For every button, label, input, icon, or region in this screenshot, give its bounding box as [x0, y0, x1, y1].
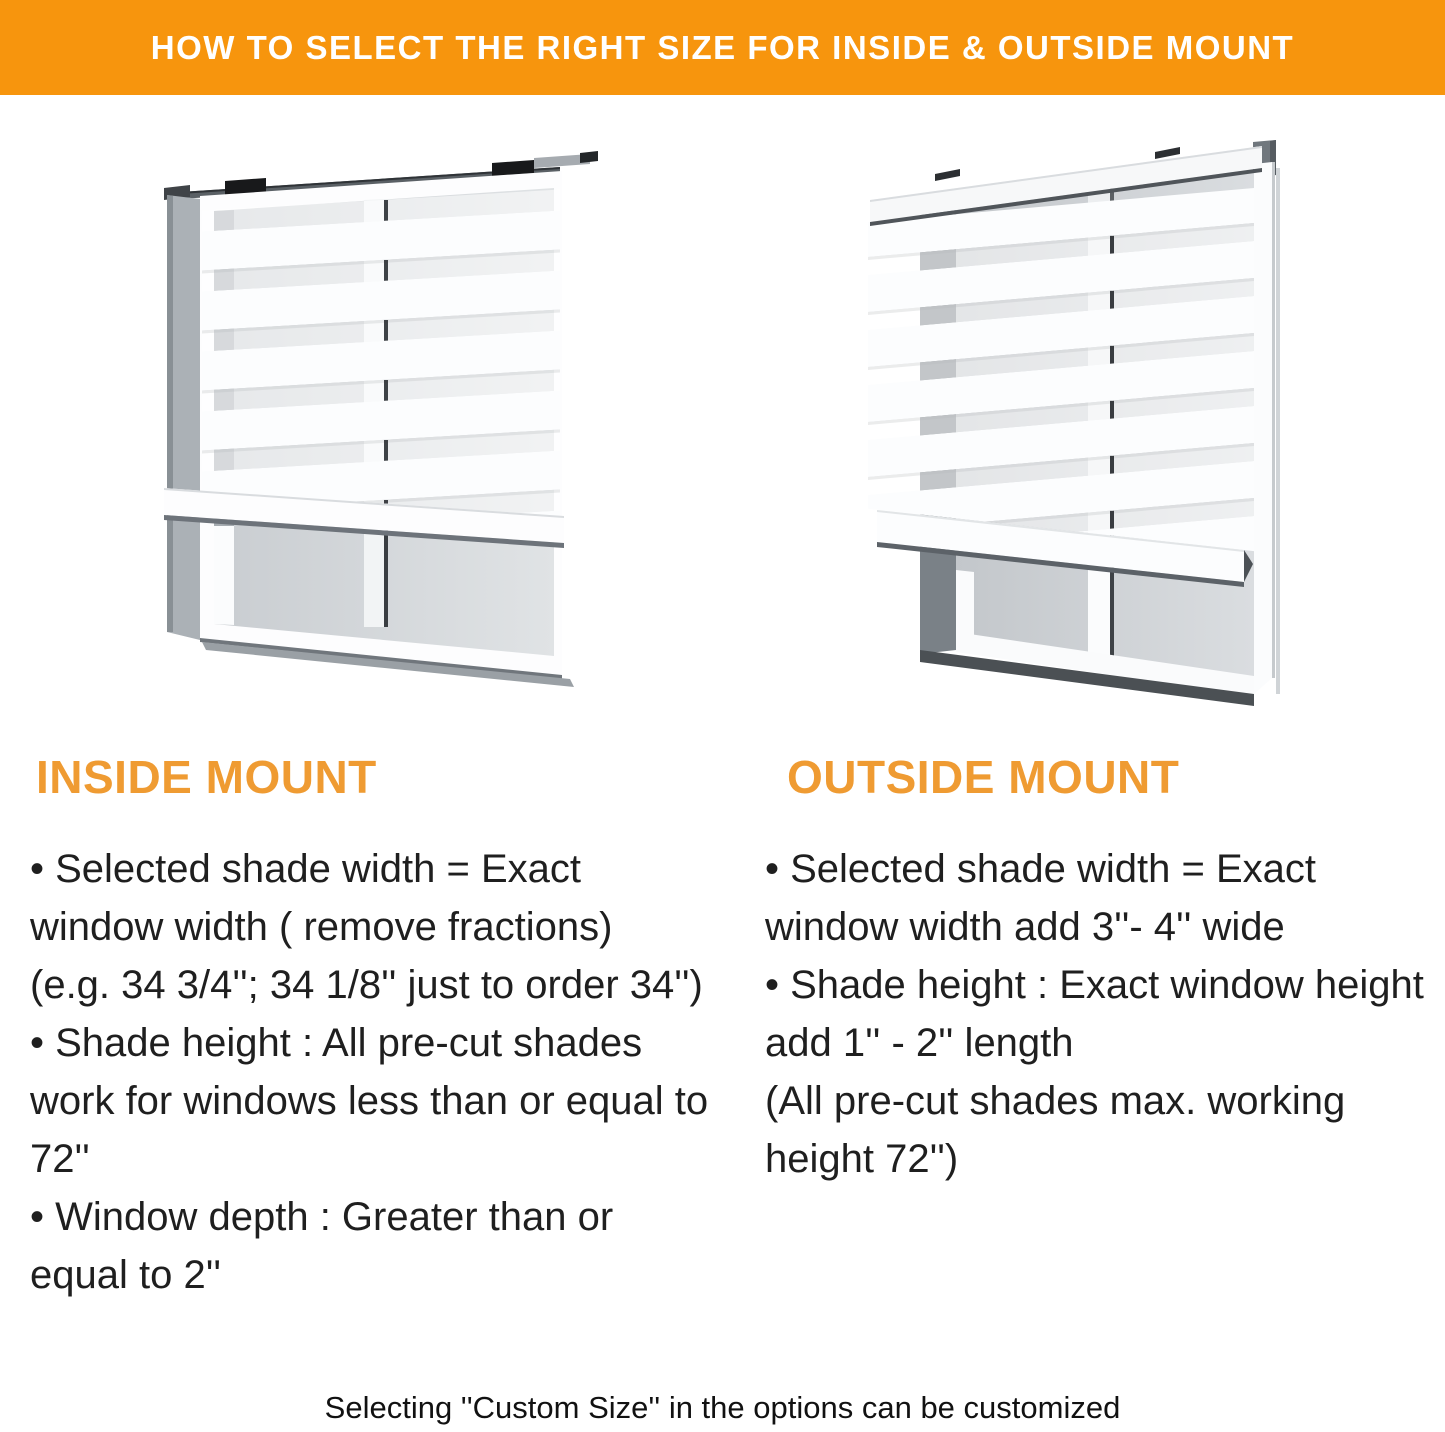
- inside-mount-notes: [30, 840, 730, 1304]
- note-line: • Shade height : Exact window height: [765, 963, 1424, 1007]
- outside-mount-heading: OUTSIDE MOUNT: [787, 751, 1180, 803]
- outside-mount-illustration: [862, 138, 1307, 723]
- inside-mount-window-drawing: [150, 138, 600, 713]
- note-line: • Window depth : Greater than or: [30, 1195, 614, 1239]
- note-line: window width add 3''- 4'' wide: [765, 905, 1285, 949]
- note-line: equal to 2'': [30, 1253, 221, 1297]
- banner: [0, 0, 1445, 95]
- note-line: • Selected shade width = Exact: [765, 847, 1316, 891]
- banner-title: HOW TO SELECT THE RIGHT SIZE FOR INSIDE & OUTSIDE MOUNT: [150, 28, 1295, 66]
- note-line: window width ( remove fractions): [30, 905, 613, 949]
- outside-mount-notes: [765, 840, 1425, 1188]
- note-line: • Selected shade width = Exact: [30, 847, 581, 891]
- note-line: work for windows less than or equal to: [30, 1079, 709, 1123]
- outside-mount-window-drawing: [862, 138, 1307, 723]
- inside-mount-heading: INSIDE MOUNT: [36, 751, 377, 803]
- note-line: add 1'' - 2'' length: [765, 1021, 1074, 1065]
- footer-note: Selecting ''Custom Size'' in the options can be customized: [324, 1390, 1121, 1425]
- note-line: (All pre-cut shades max. working: [765, 1079, 1346, 1123]
- note-line: height 72''): [765, 1137, 959, 1181]
- inside-mount-illustration: [150, 138, 600, 713]
- note-line: 72'': [30, 1137, 90, 1181]
- note-line: (e.g. 34 3/4''; 34 1/8'' just to order 34''): [30, 963, 703, 1007]
- note-line: • Shade height : All pre-cut shades: [30, 1021, 643, 1065]
